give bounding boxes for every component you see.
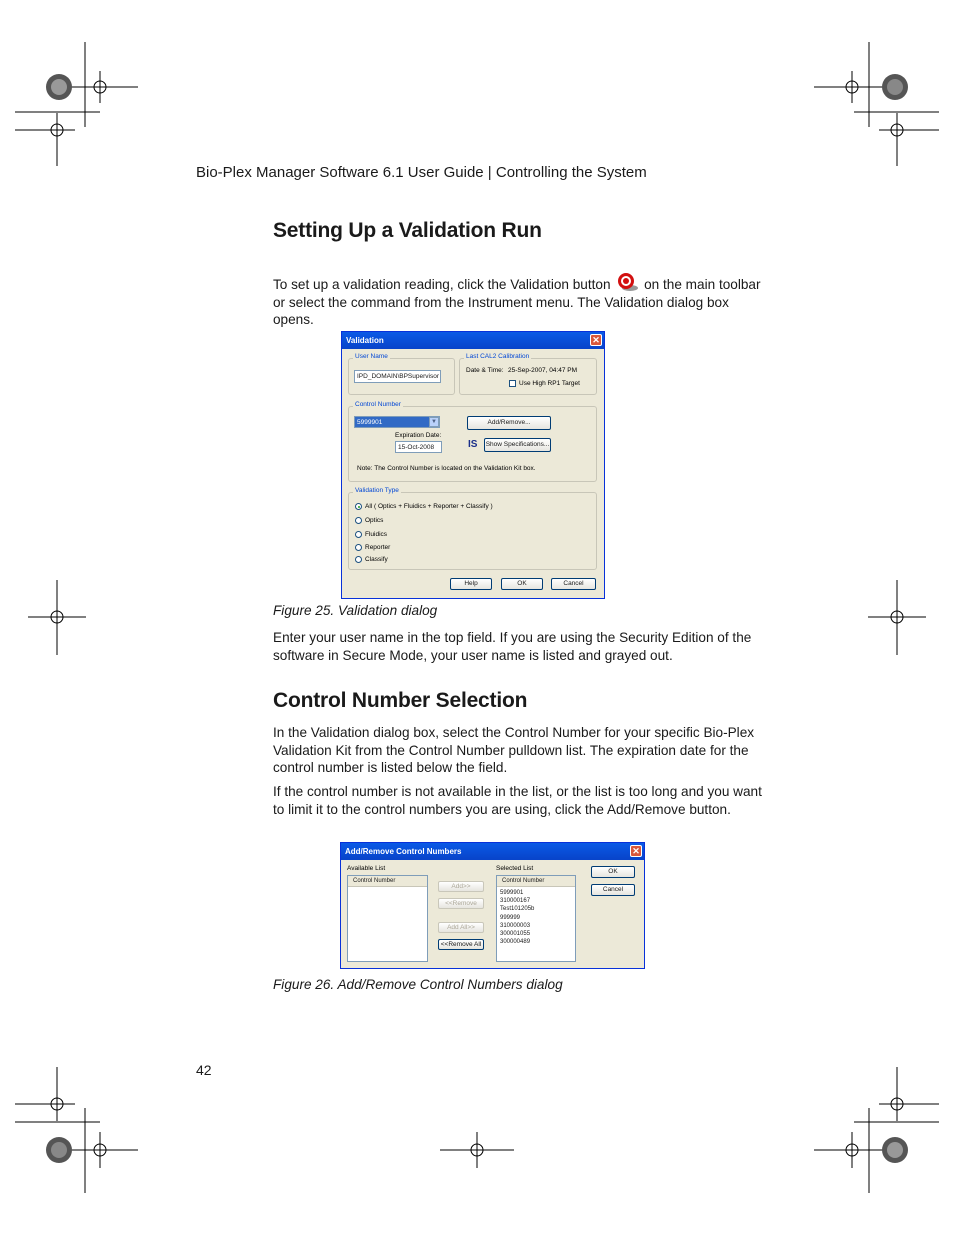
use-high-rp1-checkbox[interactable] (509, 380, 516, 387)
user-name-label: User Name (355, 353, 388, 360)
option-fluidics-label: Fluidics (365, 531, 388, 538)
intro-paragraph (273, 271, 763, 329)
validation-titlebar (342, 332, 604, 349)
remove-button[interactable]: <<Remove (438, 898, 484, 909)
available-list-label: Available List (347, 865, 386, 872)
expiration-field: 15-Oct-2008 (395, 441, 442, 453)
option-classify-label: Classify (365, 556, 388, 563)
option-reporter-label: Reporter (365, 544, 391, 551)
ok-button[interactable]: OK (501, 578, 543, 590)
available-list-header: Control Number (348, 876, 427, 887)
add-all-button[interactable]: Add All>> (438, 922, 484, 933)
radio-fluidics[interactable] (355, 531, 362, 538)
remove-all-button[interactable]: <<Remove All (438, 939, 484, 950)
specification-icon: IS (468, 439, 478, 450)
cancel-button[interactable]: Cancel (551, 578, 596, 590)
intro-text-rest: toolbar or select the command from the Instrument menu. The Validation dialog box opens. (273, 277, 761, 327)
section-title-validation-run: Setting Up a Validation Run (273, 219, 542, 242)
add-remove-title: Add/Remove Control Numbers (345, 847, 462, 856)
add-button[interactable]: Add>> (438, 881, 484, 892)
add-remove-dialog (340, 842, 645, 969)
selected-list[interactable] (496, 875, 576, 962)
list-item[interactable]: 310000003 (500, 922, 531, 929)
control-number-label: Control Number (355, 401, 401, 408)
selected-list-label: Selected List (496, 865, 534, 872)
use-high-rp1-label: Use High RP1 Target (519, 380, 580, 387)
option-all-label: All ( Optics + Fluidics + Reporter + Classify ) (365, 503, 493, 510)
option-optics-label: Optics (365, 517, 384, 524)
chevron-down-icon[interactable]: ▼ (429, 417, 439, 427)
add-remove-button[interactable]: Add/Remove... (467, 416, 551, 430)
selected-list-header: Control Number (497, 876, 575, 887)
running-head: Bio-Plex Manager Software 6.1 User Guide | Controlling the System (196, 164, 647, 181)
list-item[interactable]: Test101205b (500, 906, 535, 913)
page-number: 42 (196, 1062, 212, 1078)
date-time-value: 25-Sep-2007, 04:47 PM (508, 367, 578, 374)
validation-dialog (341, 331, 605, 599)
last-cal2-label: Last CAL2 Calibration (466, 353, 530, 360)
list-item[interactable]: 310000167 (500, 898, 531, 905)
radio-classify[interactable] (355, 556, 362, 563)
section-title-control-number: Control Number Selection (273, 689, 528, 712)
intro-text-after-icon: on the main (644, 277, 716, 292)
validation-type-label: Validation Type (355, 487, 399, 494)
user-name-field[interactable]: IPD_DOMAIN\BPSupervisor (354, 370, 441, 383)
radio-reporter[interactable] (355, 544, 362, 551)
ok-button[interactable]: OK (591, 866, 635, 878)
close-icon[interactable]: ✕ (590, 334, 602, 346)
intro-text-start: To set up a validation reading, click the Validation button (273, 277, 611, 292)
available-list[interactable] (347, 875, 428, 962)
add-remove-titlebar (341, 843, 644, 860)
validation-type-group (348, 487, 597, 570)
control-number-group (348, 401, 597, 482)
control-number-note: Note: The Control Number is located on the Validation Kit box. (357, 465, 536, 472)
control-number-paragraph-2: If the control number is not available in the list, or the list is too long and you want to limit it to the control numbers you are using, click the Add/Remove button. (273, 784, 762, 817)
validation-title: Validation (346, 336, 384, 345)
user-name-group (348, 353, 455, 395)
help-button[interactable]: Help (450, 578, 492, 590)
figure-25-caption: Figure 25. Validation dialog (273, 603, 438, 618)
list-item[interactable]: 300001055 (500, 931, 531, 938)
list-item[interactable]: 999999 (500, 914, 521, 921)
list-item[interactable]: 5999901 (500, 890, 524, 896)
cancel-button[interactable]: Cancel (591, 884, 635, 896)
list-item[interactable]: 300000489 (500, 939, 531, 946)
control-number-select[interactable]: 5999901 (354, 416, 440, 428)
date-time-label: Date & Time: (466, 367, 504, 374)
radio-optics[interactable] (355, 517, 362, 524)
figure-26-caption: Figure 26. Add/Remove Control Numbers dialog (273, 977, 563, 992)
user-name-paragraph: Enter your user name in the top field. If you are using the Security Edition of the software in Secure Mode, your user name is listed and grayed out. (273, 630, 752, 663)
show-specifications-button[interactable]: Show Specifications... (484, 438, 551, 452)
radio-all[interactable] (355, 503, 362, 510)
close-icon[interactable]: ✕ (630, 845, 642, 857)
control-number-paragraph-1: In the Validation dialog box, select the Control Number for your specific Bio-Plex Validation Kit from the Control Number pulldown list. The expiration date for the control number is listed below the field. (273, 725, 755, 775)
validation-button-icon (614, 271, 640, 293)
expiration-label: Expiration Date: (395, 432, 442, 439)
last-cal2-group (459, 353, 597, 395)
